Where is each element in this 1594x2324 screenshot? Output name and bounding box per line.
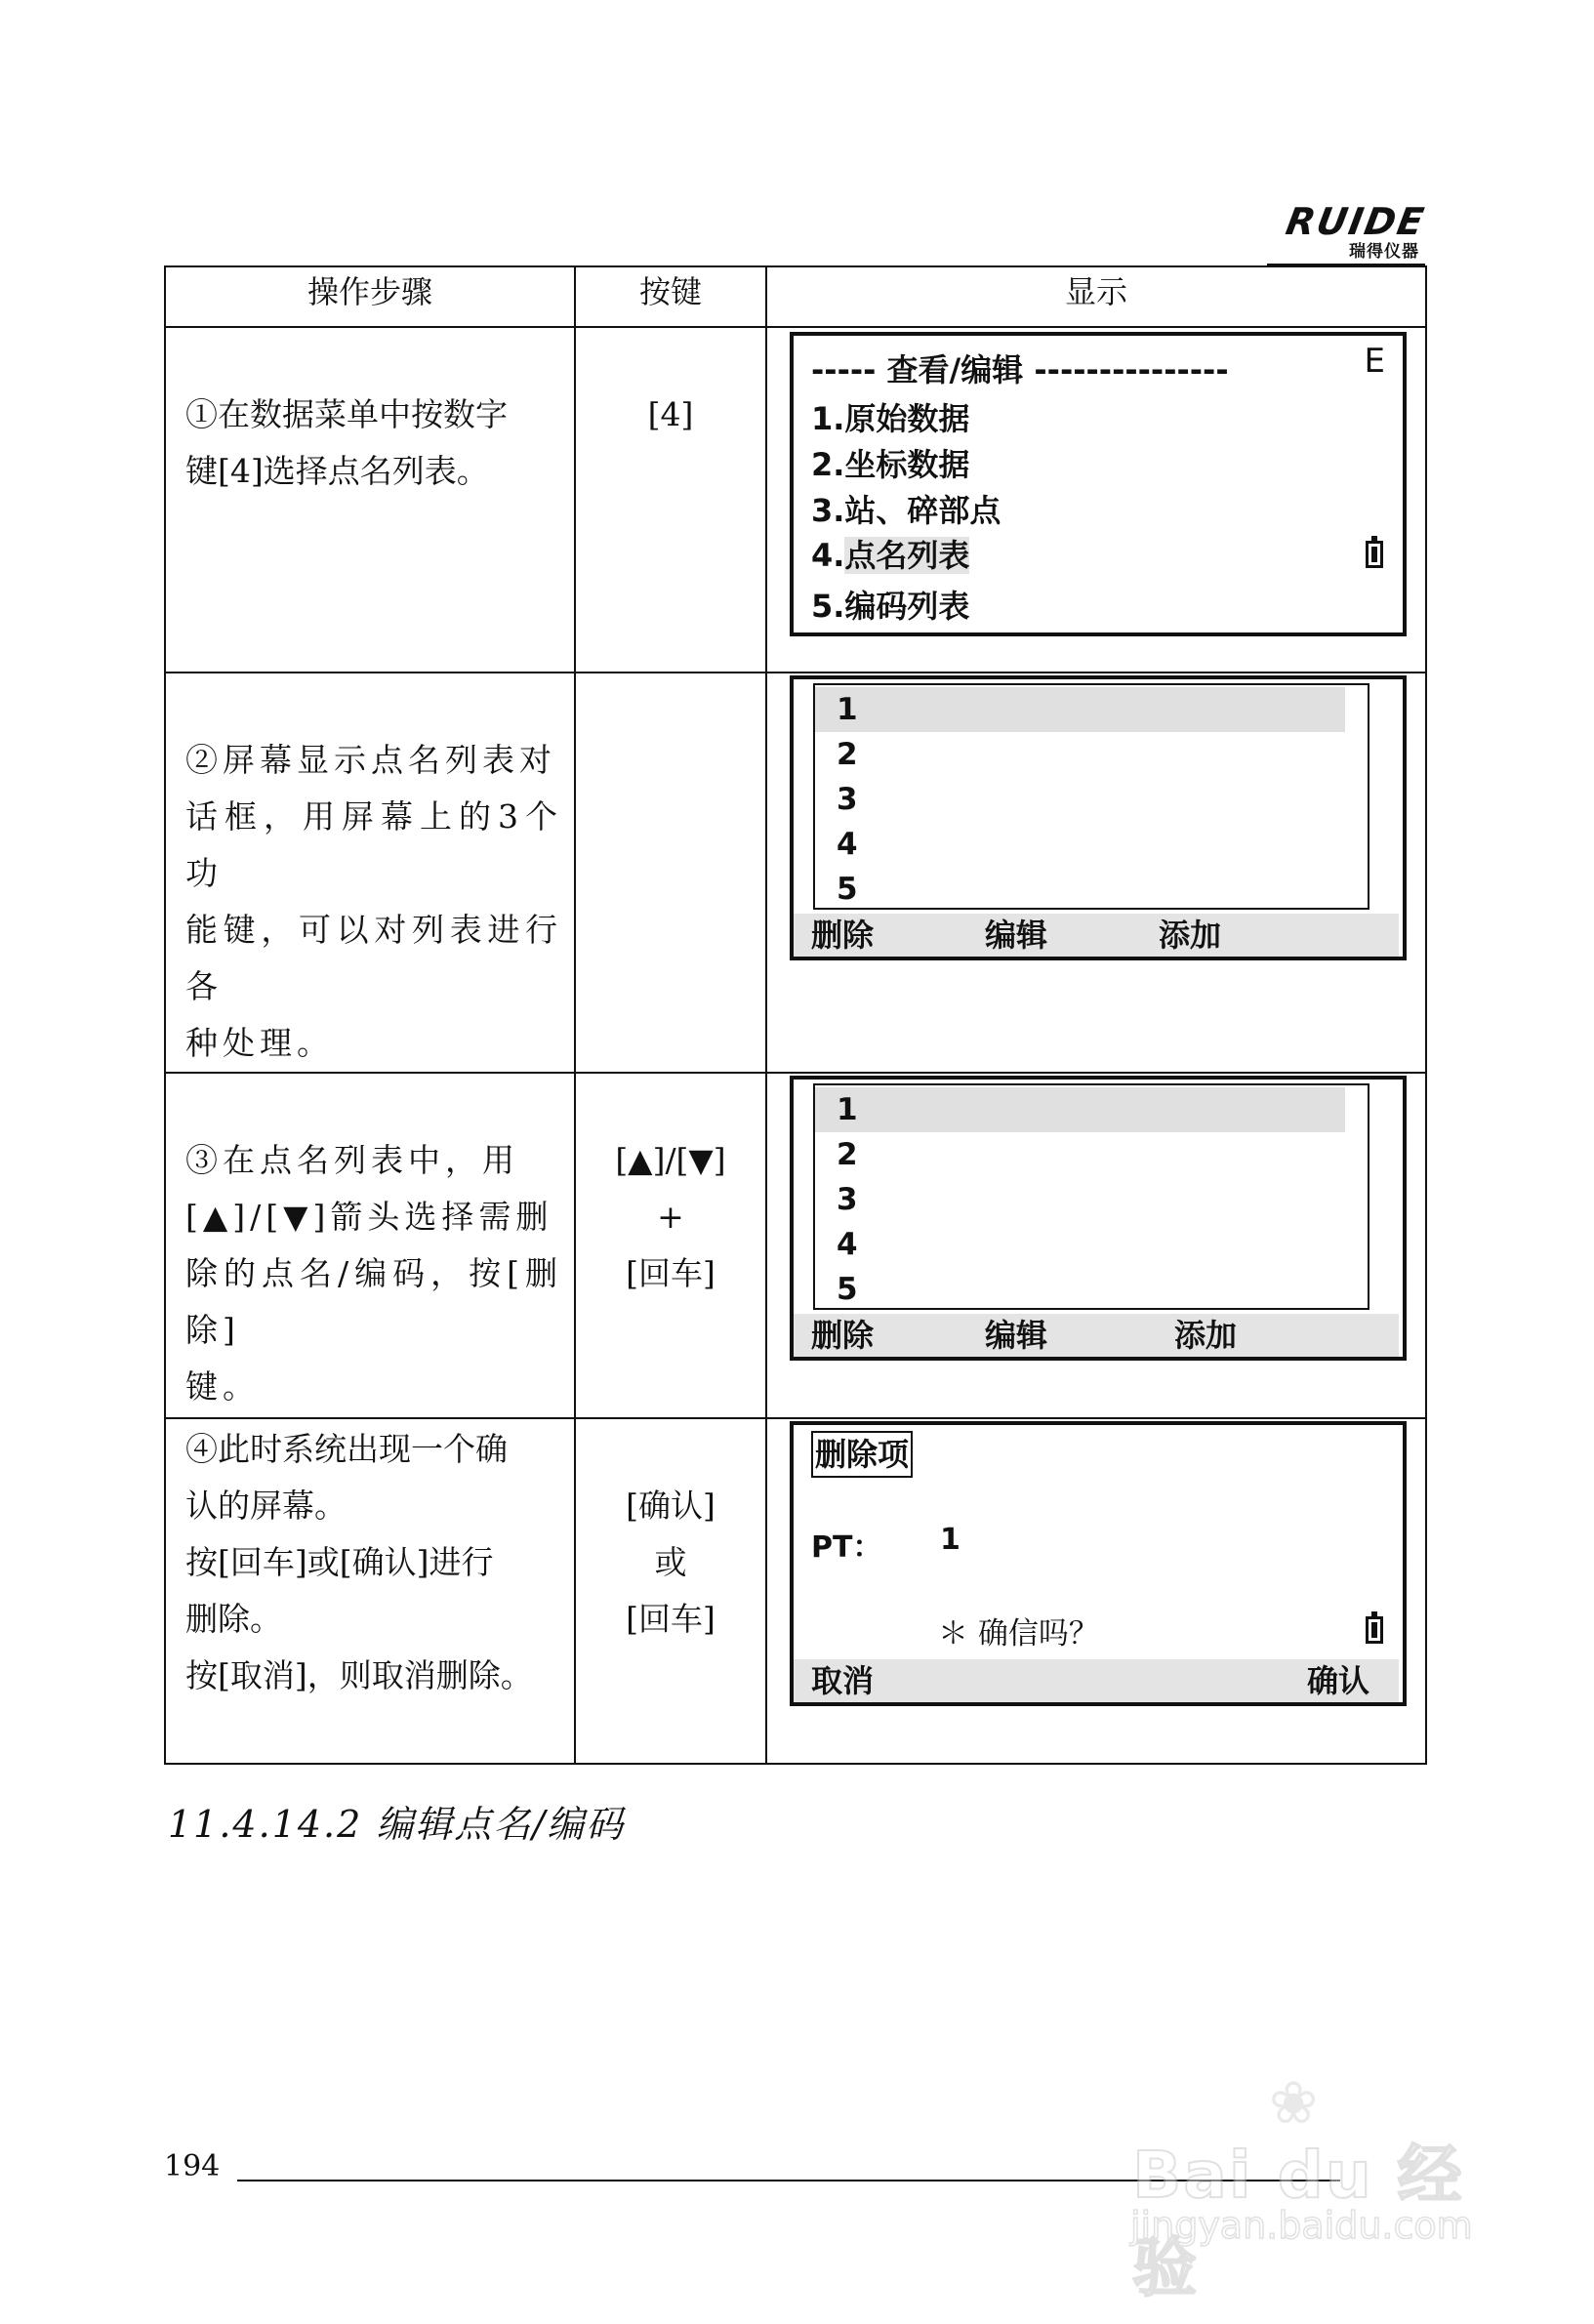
menu-item-selected[interactable]: [811, 531, 969, 576]
delete-confirm-screen: [790, 1421, 1407, 1706]
step-line: 认的屏幕。: [185, 1487, 347, 1525]
key-line: 或: [654, 1543, 687, 1581]
header-step: 操作步骤: [165, 266, 575, 327]
point-list-box: [813, 683, 1369, 910]
display-cell-1: [766, 327, 1426, 673]
step-line: [▲]/[▼]箭头选择需删: [185, 1198, 553, 1236]
list-item[interactable]: 4: [837, 827, 858, 862]
key-line: [确认]: [626, 1487, 715, 1525]
step-line: 按[取消]，则取消删除。: [185, 1656, 533, 1694]
key-line: [回车]: [626, 1600, 715, 1638]
paw-icon: ❀: [1269, 2069, 1319, 2138]
menu-title: ----- 查看/编辑 ---------------: [811, 351, 1229, 388]
list-item[interactable]: 2: [837, 1137, 858, 1172]
battery-icon: [1366, 1616, 1383, 1644]
key-line: [4]: [647, 395, 694, 433]
edit-softkey[interactable]: 编辑: [985, 1317, 1048, 1354]
table-row: [165, 673, 1426, 1073]
step-line: ④此时系统出现一个确: [185, 1430, 508, 1468]
list-item-selected[interactable]: 1: [815, 1087, 1345, 1132]
section-title: 11.4.14.2 编辑点名/编码: [168, 1803, 626, 1846]
add-softkey[interactable]: 添加: [1174, 1317, 1238, 1354]
step-line: ③在点名列表中，用: [185, 1141, 519, 1179]
key-line: +: [657, 1198, 684, 1236]
step-line: 话框，用屏幕上的3个功: [185, 797, 562, 892]
step-line: ②屏幕显示点名列表对: [185, 741, 556, 779]
list-item[interactable]: 3: [837, 782, 858, 817]
list-item[interactable]: 2: [837, 737, 858, 772]
edit-softkey[interactable]: 编辑: [985, 917, 1048, 954]
confirm-question: ＊ 确信吗？: [938, 1616, 1099, 1651]
list-item[interactable]: 5: [837, 1272, 858, 1307]
logo-sub-text: 瑞得仪器: [1349, 242, 1419, 262]
point-list-screen: [790, 1076, 1407, 1361]
function-key-bar: [794, 1314, 1399, 1357]
table-row: [165, 1073, 1426, 1418]
point-list-box: [813, 1083, 1369, 1310]
add-softkey[interactable]: 添加: [1159, 917, 1222, 954]
key-line: [▲]/[▼]: [615, 1141, 726, 1179]
menu-item-prefix: 4.: [811, 537, 845, 574]
step-cell-4: [165, 1418, 575, 1764]
menu-item[interactable]: 3.站、碎部点: [811, 492, 1001, 529]
list-item[interactable]: 3: [837, 1182, 858, 1217]
step-line: 除的点名/编码，按[删除]: [185, 1254, 562, 1349]
function-key-bar: [794, 1659, 1399, 1702]
list-item[interactable]: 5: [837, 872, 858, 907]
watermark-main: Bai du 经验: [1132, 2138, 1464, 2305]
key-cell-2: [575, 673, 766, 1073]
step-line: 键[4]选择点名列表。: [185, 452, 489, 490]
delete-softkey[interactable]: 删除: [811, 1317, 875, 1354]
step-line: 删除。: [185, 1600, 282, 1638]
pt-label: PT：: [811, 1530, 882, 1565]
table-header-row: [165, 266, 1426, 327]
step-cell-3: [165, 1073, 575, 1418]
e-icon: E: [1364, 342, 1385, 381]
cancel-softkey[interactable]: 取消: [811, 1662, 875, 1699]
list-item[interactable]: 4: [837, 1227, 858, 1262]
point-list-screen: [790, 675, 1407, 960]
display-cell-2: [766, 673, 1426, 1073]
page-number: 194: [164, 2149, 221, 2183]
menu-item[interactable]: 5.编码列表: [811, 588, 970, 625]
delete-softkey[interactable]: 删除: [811, 917, 875, 954]
confirm-softkey[interactable]: 确认: [1306, 1662, 1369, 1699]
step-line: ①在数据菜单中按数字: [185, 395, 508, 433]
key-line: [回车]: [626, 1254, 715, 1292]
step-line: 种处理。: [185, 1024, 334, 1062]
key-cell-3: [575, 1073, 766, 1418]
function-key-bar: [794, 914, 1399, 957]
header-key: 按键: [575, 266, 766, 327]
procedure-table: [164, 265, 1427, 1765]
key-cell-4: [575, 1418, 766, 1764]
step-line: 能键，可以对列表进行各: [185, 911, 562, 1005]
table-row: [165, 327, 1426, 673]
baidu-watermark: [1123, 2069, 1513, 2305]
menu-item-highlight: 点名列表: [844, 537, 970, 574]
brand-logo: [1269, 200, 1429, 264]
list-item-selected[interactable]: 1: [815, 687, 1345, 732]
menu-item[interactable]: 1.原始数据: [811, 400, 970, 437]
menu-item[interactable]: 2.坐标数据: [811, 446, 970, 483]
delete-item-title: 删除项: [811, 1431, 913, 1478]
step-cell-1: [165, 327, 575, 673]
battery-icon: [1366, 541, 1383, 568]
key-cell-1: [575, 327, 766, 673]
display-cell-4: [766, 1418, 1426, 1764]
header-display: 显示: [766, 266, 1426, 327]
table-row: [165, 1418, 1426, 1764]
step-line: 键。: [185, 1367, 260, 1406]
step-cell-2: [165, 673, 575, 1073]
display-cell-3: [766, 1073, 1426, 1418]
menu-screen: [790, 332, 1407, 636]
pt-value: 1: [940, 1523, 960, 1557]
step-line: 按[回车]或[确认]进行: [185, 1543, 494, 1581]
watermark-sub: jingyan.baidu.com: [1130, 2204, 1473, 2247]
logo-brand-text: RUIDE: [1283, 200, 1429, 243]
